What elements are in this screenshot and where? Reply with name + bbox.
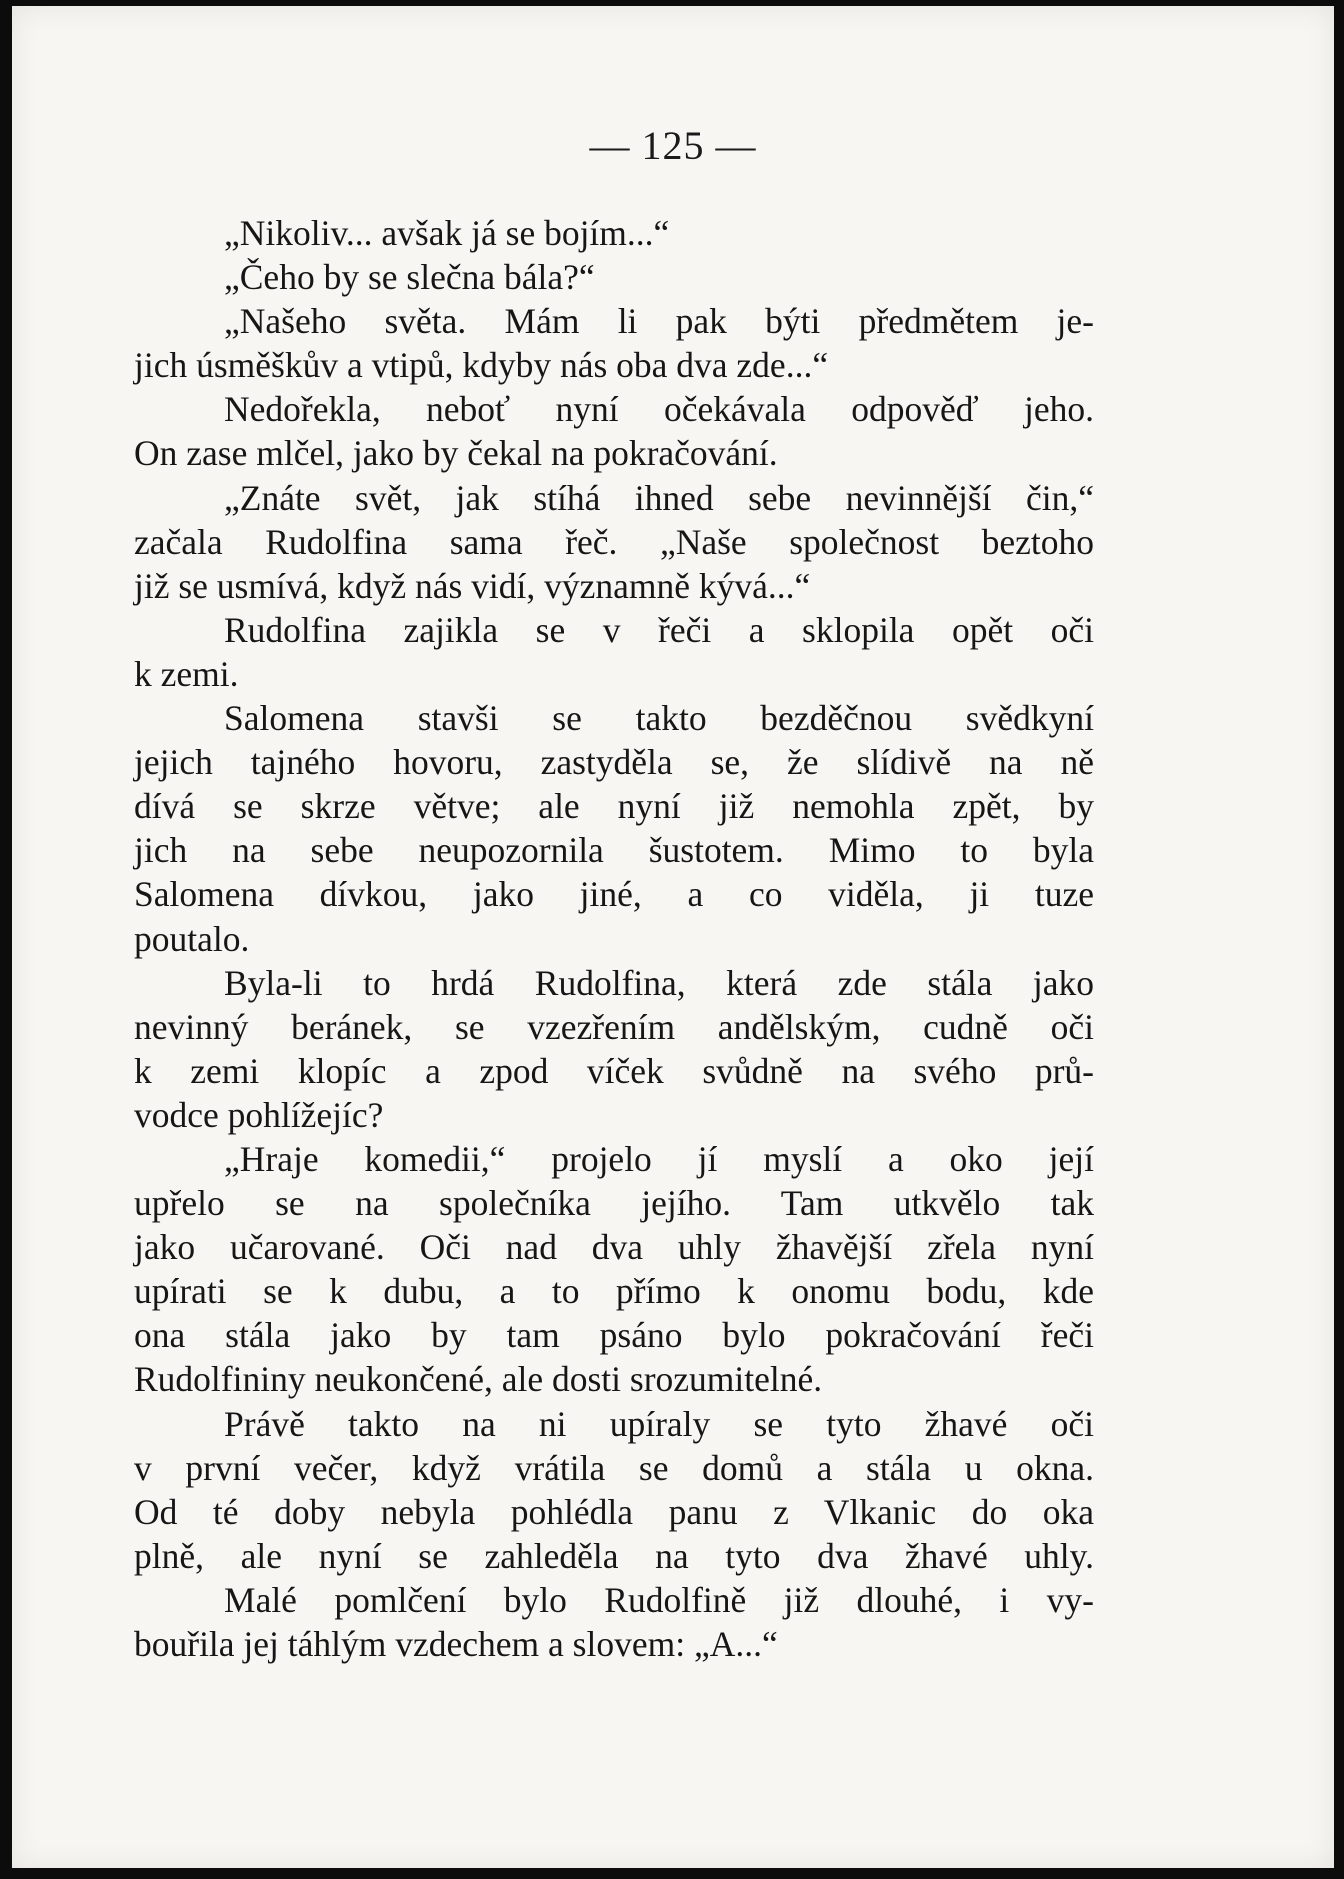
text-line: bouřila jej táhlým vzdechem a slovem: „A...“ <box>134 1624 778 1664</box>
page-number: — 125 — <box>589 123 757 168</box>
book-page <box>12 6 1334 1868</box>
body-text <box>134 211 1094 1666</box>
text-line: v první večer, když vrátila se domů a stála u okna. <box>134 1447 1094 1488</box>
text-line: jejich tajného hovoru, zastyděla se, že slídivě na ně <box>134 742 1094 783</box>
text-line: ona stála jako by tam psáno bylo pokračování řeči <box>134 1315 1094 1356</box>
text-line: Rudolfina zajikla se v řeči a sklopila opět oči <box>224 609 1094 650</box>
text-line: Salomena stavši se takto bezděčnou svědkyní <box>224 698 1094 739</box>
text-line: upírati se k dubu, a to přímo k onomu bodu, kde <box>134 1271 1094 1312</box>
text-line: Nedořekla, neboť nyní očekávala odpověď jeho. <box>224 389 1094 430</box>
text-line: začala Rudolfina sama řeč. „Naše společnost beztoho <box>134 521 1094 562</box>
text-line: Právě takto na ni upíraly se tyto žhavé oči <box>224 1403 1094 1444</box>
text-line: Salomena dívkou, jako jiné, a co viděla, ji tuze <box>134 874 1094 915</box>
text-line: poutalo. <box>134 918 250 959</box>
text-line: Malé pomlčení bylo Rudolfině již dlouhé, i vy- <box>224 1579 1094 1620</box>
text-line: k zemi. <box>134 653 239 694</box>
text-line: jich na sebe neupozornila šustotem. Mimo to byla <box>134 830 1094 871</box>
text-line: plně, ale nyní se zahleděla na tyto dva žhavé uhly. <box>134 1535 1094 1576</box>
text-line: Byla-li to hrdá Rudolfina, která zde stála jako <box>224 962 1094 1003</box>
text-line: již se usmívá, když nás vidí, významně kývá...“ <box>134 565 811 606</box>
text-line: „Znáte svět, jak stíhá ihned sebe nevinnější čin,“ <box>224 477 1094 518</box>
text-line: vodce pohlížejíc? <box>134 1094 384 1135</box>
text-line: jako učarované. Oči nad dva uhly žhavější zřela nyní <box>134 1227 1094 1268</box>
text-line: „Čeho by se slečna bála?“ <box>224 257 595 298</box>
text-line: k zemi klopíc a zpod víček svůdně na svého prů- <box>134 1050 1094 1091</box>
text-line: dívá se skrze větve; ale nyní již nemohla zpět, by <box>134 786 1094 827</box>
text-line: Od té doby nebyla pohlédla panu z Vlkanic do oka <box>134 1491 1094 1532</box>
text-line: „Našeho světa. Mám li pak býti předmětem je- <box>224 301 1094 342</box>
text-line: On zase mlčel, jako by čekal na pokračování. <box>134 433 778 474</box>
text-line: nevinný beránek, se vzezřením andělským, cudně oči <box>134 1006 1094 1047</box>
text-line: jich úsměškův a vtipů, kdyby nás oba dva zde...“ <box>134 345 829 386</box>
text-line: Rudolfininy neukončené, ale dosti srozumitelné. <box>134 1359 823 1400</box>
text-line: „Nikoliv... avšak já se bojím...“ <box>224 213 670 253</box>
text-line: „Hraje komedii,“ projelo jí myslí a oko její <box>224 1138 1094 1179</box>
text-line: upřelo se na společníka jejího. Tam utkvělo tak <box>134 1183 1094 1224</box>
